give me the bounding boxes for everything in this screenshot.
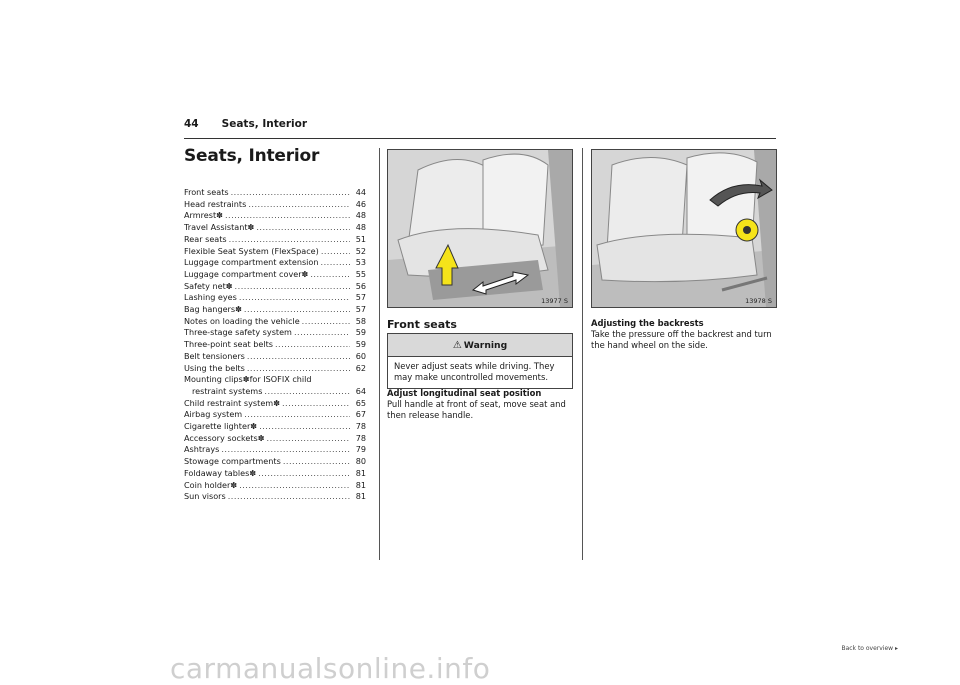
toc-entry[interactable] <box>184 444 366 456</box>
toc-entry-label: Flexible Seat System (FlexSpace) <box>184 245 319 256</box>
toc-page-number: 59 <box>355 339 366 350</box>
toc-entry[interactable] <box>184 363 366 375</box>
toc-entry[interactable] <box>184 433 366 445</box>
leader-dots <box>256 222 350 234</box>
toc-page-number: 52 <box>355 245 366 256</box>
subheading-backrest: Adjusting the backrests <box>591 318 704 328</box>
toc-entry-label: Mounting clips <box>184 374 243 385</box>
leader-dots <box>275 339 350 351</box>
leader-dots <box>259 421 350 433</box>
warning-icon: ⚠ <box>452 339 462 351</box>
optional-equipment-icon: ✽ <box>257 432 265 443</box>
leader-dots <box>221 444 350 456</box>
toc-entry[interactable] <box>184 351 366 363</box>
leader-dots <box>239 480 350 492</box>
toc-entry-label: restraint systems <box>192 385 263 396</box>
toc-entry-label: Armrest <box>184 210 217 221</box>
toc-page-number: 44 <box>355 187 366 197</box>
table-of-contents <box>184 187 366 503</box>
seat-illustration <box>592 150 776 307</box>
toc-entry-label: Luggage compartment cover <box>184 268 302 279</box>
toc-page-number: 48 <box>355 222 366 233</box>
toc-entry-label: Ashtrays <box>184 444 220 455</box>
leader-dots <box>321 246 350 258</box>
optional-equipment-icon: ✽ <box>225 280 233 291</box>
leader-dots <box>302 316 350 328</box>
toc-entry[interactable] <box>184 327 366 339</box>
leader-dots <box>264 386 350 398</box>
toc-entry-label: Lashing eyes <box>184 292 237 303</box>
warning-header <box>388 334 572 357</box>
optional-equipment-icon: ✽ <box>273 397 280 408</box>
toc-entry-label: Three-point seat belts <box>184 339 273 350</box>
toc-page-number: 58 <box>355 315 366 326</box>
toc-entry[interactable] <box>184 304 366 316</box>
leader-dots <box>282 398 350 410</box>
leader-dots <box>244 409 350 421</box>
toc-entry-label: Sun visors <box>184 491 226 502</box>
column-divider <box>379 148 380 560</box>
toc-page-number: 48 <box>355 210 366 221</box>
column-divider <box>582 148 583 560</box>
warning-title: Warning <box>463 339 508 351</box>
toc-entry-label: Bag hangers <box>184 304 236 315</box>
figure-seat-longitudinal <box>387 149 573 308</box>
toc-entry-label: Travel Assistant <box>184 222 248 233</box>
optional-equipment-icon: ✽ <box>235 304 242 315</box>
toc-entry[interactable] <box>184 468 366 480</box>
optional-equipment-icon: ✽ <box>230 479 238 490</box>
toc-entry-label: Notes on loading the vehicle <box>184 315 300 326</box>
toc-entry-label: Stowage compartments <box>184 456 281 467</box>
toc-entry[interactable] <box>184 222 366 234</box>
optional-equipment-icon: ✽ <box>247 222 255 233</box>
leader-dots <box>247 363 350 375</box>
figure-code: 13978 S <box>745 297 772 305</box>
toc-page-number: 64 <box>355 385 366 396</box>
toc-page-number: 53 <box>355 257 366 268</box>
leader-dots <box>310 269 350 281</box>
toc-page-number: 78 <box>355 421 366 432</box>
toc-entry[interactable] <box>184 386 366 398</box>
toc-entry-label: Airbag system <box>184 409 243 420</box>
optional-equipment-icon: ✽ <box>249 467 257 478</box>
leader-dots <box>294 327 350 339</box>
toc-page-number: 56 <box>355 280 366 291</box>
chapter-title: Seats, Interior <box>184 146 320 166</box>
toc-page-number: 78 <box>355 432 366 443</box>
toc-entry[interactable] <box>184 316 366 328</box>
toc-entry-label: Child restraint system <box>184 397 274 408</box>
toc-page-number: 60 <box>355 350 366 361</box>
toc-entry-label-cont: for ISOFIX child <box>249 374 312 385</box>
optional-equipment-icon: ✽ <box>242 374 250 385</box>
toc-entry[interactable] <box>184 234 366 246</box>
toc-page-number: 57 <box>355 292 366 303</box>
seat-illustration <box>388 150 572 307</box>
toc-page-number: 59 <box>355 327 366 338</box>
leader-dots <box>258 468 350 480</box>
back-to-overview-link[interactable]: Back to overview ▸ <box>841 645 898 652</box>
leader-dots <box>267 433 350 445</box>
toc-entry[interactable] <box>184 491 366 503</box>
toc-entry[interactable] <box>184 246 366 258</box>
toc-entry-label: Rear seats <box>184 233 227 244</box>
toc-entry-label: Three-stage safety system <box>184 327 292 338</box>
leader-dots <box>235 281 350 293</box>
toc-entry[interactable] <box>184 409 366 421</box>
toc-page-number: 81 <box>355 491 366 502</box>
toc-entry[interactable] <box>184 339 366 351</box>
toc-entry[interactable] <box>184 456 366 468</box>
toc-entry[interactable] <box>184 374 366 386</box>
toc-entry-label: Coin holder <box>184 479 231 490</box>
warning-text: Never adjust seats while driving. They may make uncontrolled movements. <box>394 361 555 382</box>
toc-entry[interactable] <box>184 398 366 410</box>
toc-page-number: 79 <box>355 444 366 455</box>
toc-entry[interactable] <box>184 480 366 492</box>
toc-entry[interactable] <box>184 292 366 304</box>
subheading-longitudinal: Adjust longitudinal seat position <box>387 388 542 398</box>
toc-entry[interactable] <box>184 210 366 222</box>
toc-entry-label: Foldaway tables <box>184 467 250 478</box>
toc-entry[interactable] <box>184 281 366 293</box>
page-number: 44 <box>184 118 199 130</box>
backrest-instructions <box>591 318 779 350</box>
running-header <box>184 118 307 130</box>
leader-dots <box>225 210 350 222</box>
toc-page-number: 81 <box>355 479 366 490</box>
leader-dots <box>239 292 350 304</box>
toc-page-number: 46 <box>355 198 366 209</box>
toc-entry-label: Using the belts <box>184 362 245 373</box>
header-rule <box>184 138 776 139</box>
toc-entry[interactable] <box>184 187 366 199</box>
toc-page-number: 80 <box>355 456 366 467</box>
back-to-overview-label[interactable]: Back to overview <box>841 645 894 652</box>
leader-dots <box>229 234 350 246</box>
toc-page-number: 65 <box>355 397 366 408</box>
figure-code: 13977 S <box>541 297 568 305</box>
optional-equipment-icon: ✽ <box>216 210 223 221</box>
running-header-title: Seats, Interior <box>221 118 308 130</box>
leader-dots <box>244 304 350 316</box>
leader-dots <box>247 351 350 363</box>
leader-dots <box>283 456 350 468</box>
body-text-longitudinal: Pull handle at front of seat, move seat and then release handle. <box>387 398 566 420</box>
warning-box <box>387 333 573 389</box>
toc-entry[interactable] <box>184 269 366 281</box>
toc-entry-label: Luggage compartment extension <box>184 257 319 268</box>
leader-dots <box>248 199 350 211</box>
longitudinal-instructions <box>387 388 577 420</box>
toc-page-number: 62 <box>355 362 366 373</box>
figure-seat-backrest <box>591 149 777 308</box>
section-heading-front-seats: Front seats <box>387 318 457 331</box>
toc-entry[interactable] <box>184 199 366 211</box>
optional-equipment-icon: ✽ <box>301 268 309 279</box>
toc-page-number: 67 <box>355 409 366 420</box>
toc-entry-label: Head restraints <box>184 198 247 209</box>
leader-dots <box>231 187 350 199</box>
toc-page-number: 55 <box>355 268 366 279</box>
watermark: carmanualsonline.info <box>170 652 491 685</box>
toc-entry-label: Safety net <box>184 280 226 291</box>
toc-entry-label: Front seats <box>184 187 229 197</box>
toc-page-number: 51 <box>355 233 366 244</box>
leader-dots <box>321 257 350 269</box>
toc-entry[interactable] <box>184 257 366 269</box>
leader-dots <box>228 491 350 503</box>
toc-page-number: 57 <box>355 304 366 315</box>
body-text-backrest: Take the pressure off the backrest and turn the hand wheel on the side. <box>591 328 772 350</box>
optional-equipment-icon: ✽ <box>250 421 258 432</box>
toc-entry-label: Cigarette lighter <box>184 421 251 432</box>
toc-entry-label: Accessory sockets <box>184 432 258 443</box>
toc-entry-label: Belt tensioners <box>184 350 245 361</box>
toc-entry[interactable] <box>184 421 366 433</box>
toc-page-number: 81 <box>355 467 366 478</box>
